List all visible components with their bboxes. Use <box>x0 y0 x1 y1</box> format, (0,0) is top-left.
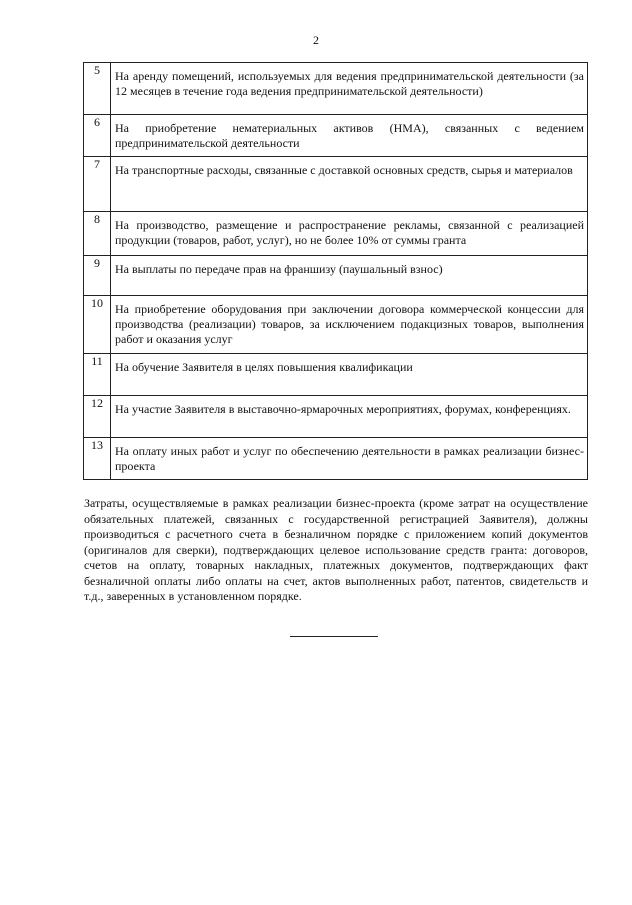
end-divider <box>290 636 378 637</box>
row-text: На оплату иных работ и услуг по обеспечению деятельности в рамках реализации бизнес-проекта <box>111 438 588 480</box>
table-row <box>84 296 588 354</box>
page-number: 2 <box>313 33 319 47</box>
table-row <box>84 63 588 115</box>
row-number: 6 <box>84 115 111 157</box>
table-row <box>84 396 588 438</box>
table-row <box>84 354 588 396</box>
table-row <box>84 212 588 256</box>
table-row <box>84 438 588 480</box>
row-text: На выплаты по передаче прав на франшизу (паушальный взнос) <box>111 256 588 296</box>
row-text: На аренду помещений, используемых для ведения предпринимательской деятельности (за 12 месяцев в течение года ведения предпринимательской деятельности) <box>111 63 588 115</box>
row-text: На производство, размещение и распространение рекламы, связанной с реализацией продукции (товаров, работ, услуг), но не более 10% от суммы гранта <box>111 212 588 256</box>
row-number: 10 <box>84 296 111 354</box>
table-row <box>84 157 588 212</box>
row-text: На приобретение нематериальных активов (НМА), связанных с ведением предпринимательской деятельности <box>111 115 588 157</box>
row-number: 9 <box>84 256 111 296</box>
table-row <box>84 115 588 157</box>
row-number: 7 <box>84 157 111 212</box>
row-number: 13 <box>84 438 111 480</box>
row-text: На обучение Заявителя в целях повышения квалификации <box>111 354 588 396</box>
row-number: 8 <box>84 212 111 256</box>
expense-table <box>83 62 588 480</box>
table-row <box>84 256 588 296</box>
row-text: На транспортные расходы, связанные с доставкой основных средств, сырья и материалов <box>111 157 588 212</box>
row-number: 12 <box>84 396 111 438</box>
row-text: На участие Заявителя в выставочно-ярмарочных мероприятиях, форумах, конференциях. <box>111 396 588 438</box>
row-number: 11 <box>84 354 111 396</box>
row-number: 5 <box>84 63 111 115</box>
expenses-note: Затраты, осуществляемые в рамках реализации бизнес-проекта (кроме затрат на осуществление обязательных платежей, связанных с государственной регистрацией Заявителя), должны производиться с расчетного счета в безналичном порядке с приложением копий документов (оригиналов для сверки), подтверждающих целевое использование средств гранта: договоров, счетов на оплату, товарных накладных, платежных документов, подтверждающих факт безналичной оплаты либо оплаты на счет, актов выполненных работ, патентов, свидетельств и т.д., заверенных в установленном порядке. <box>84 496 588 603</box>
row-text: На приобретение оборудования при заключении договора коммерческой концессии для производства (реализации) товаров, за исключением подакцизных товаров, выполнения работ и оказания услуг <box>111 296 588 354</box>
